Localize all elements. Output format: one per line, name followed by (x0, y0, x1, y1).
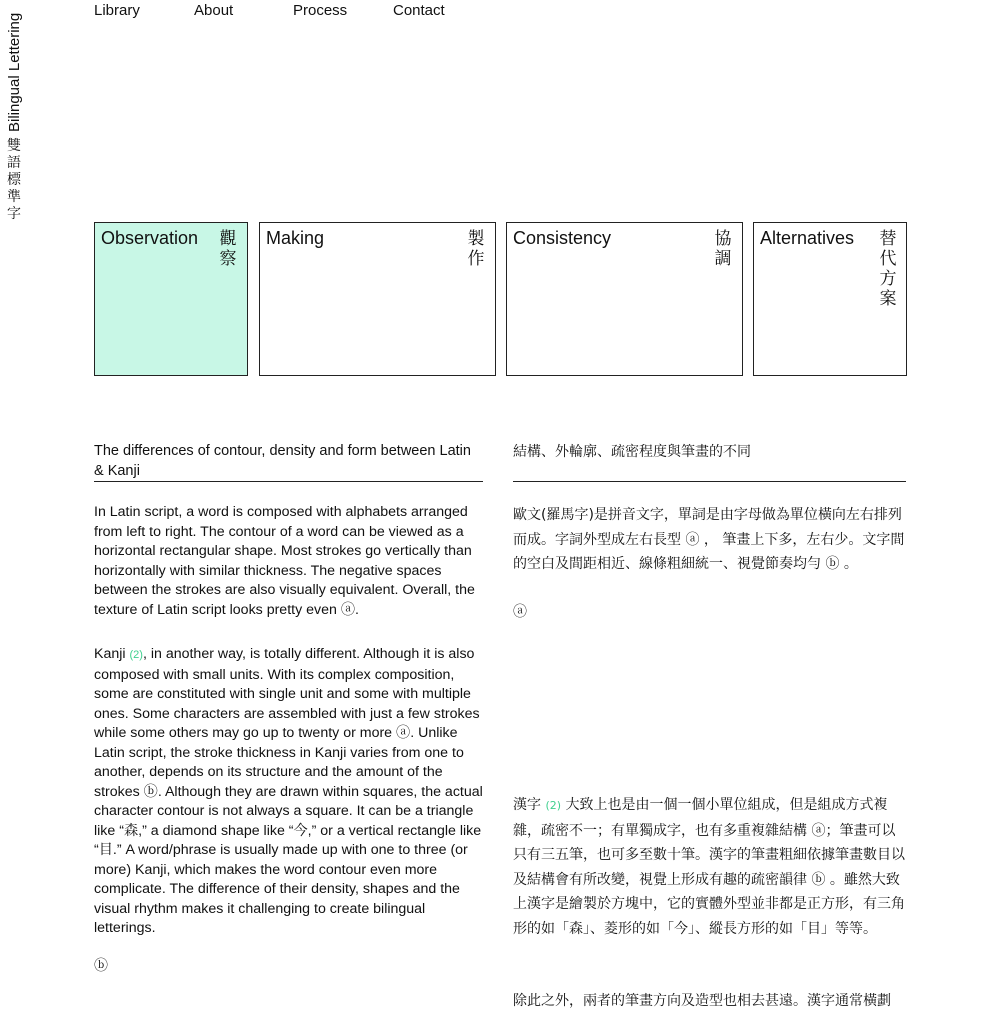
section-heading-zh: 結構、外輪廓、疏密程度與筆畫的不同 (513, 444, 751, 460)
nav-about[interactable]: About (194, 2, 234, 19)
paragraph-rest: , in another way, is totally different. Although it is also composed with small units. With its complex composition, some are constituted with single unit and some with multiple ones. Some characters are assembled with just a few strokes while some others may go up to twenty or more ⓐ. Unlike Latin script, the stroke thickness in Kanji varies from one to another, depends on its structure and the amount of the strokes ⓑ. Although they are drawn within squares, the actual character contour is not always a square. It can be a triangle like “森,” a diamond shape like “今,” or a vertical rectangle like “目.” A word/phrase is usually made up with one to three (or more) Kanji, which makes the word contour even more complicate. The difference of their density, shapes and the visual rhythm makes it challenging to create bilingual letterings. (94, 646, 483, 936)
card-consistency-zh: 協調 (714, 229, 732, 269)
card-alternatives-zh: 替代方案 (879, 229, 897, 309)
nav-library[interactable]: Library (94, 2, 140, 19)
divider (513, 481, 906, 482)
card-alternatives[interactable] (753, 222, 907, 376)
card-alternatives-label: Alternatives (760, 228, 855, 248)
site-title[interactable] (2, 6, 30, 226)
body-zh-paragraph-1 (513, 503, 906, 577)
paragraph-text: 除此之外，兩者的筆畫方向及造型也相去甚遠。漢字通常橫劃 (513, 993, 891, 1009)
card-consistency[interactable] (506, 222, 743, 376)
card-observation-zh: 觀察 (219, 229, 237, 269)
card-making-label: Making (266, 228, 325, 248)
card-observation[interactable] (94, 222, 248, 376)
paragraph-lead: 漢字 (513, 797, 546, 813)
nav-contact[interactable]: Contact (393, 2, 445, 19)
section-heading-en: The differences of contour, density and form between Latin & Kanji (94, 443, 471, 479)
paragraph-lead: Kanji (94, 646, 130, 662)
card-observation-label: Observation (101, 228, 199, 248)
paragraph-rest: 大致上也是由一個一個小單位組成，但是組成方式複雜，疏密不一；有單獨成字，也有多重複雜結構 ⓐ；筆畫可以只有三五筆，也可多至數十筆。漢字的筆畫粗細依據筆畫數目以及結構會有所改變，視覺上形成有趣的疏密韻律 ⓑ 。雖然大致上漢字是繪製於方塊中，它的實體外型並非都是正方形，有三角形的如「森」、菱形的如「今」、縱長方形的如「目」等等。 (513, 797, 905, 937)
paragraph-text (513, 793, 906, 941)
card-consistency-label: Consistency (513, 228, 612, 248)
site-title-cjk[interactable]: 雙語標準字 (7, 138, 21, 222)
body-en-paragraph-2 (94, 645, 486, 939)
body-zh-paragraph-2 (513, 793, 906, 941)
divider (94, 481, 483, 482)
figure-marker-b: ⓑ (94, 957, 108, 973)
card-making[interactable] (259, 222, 496, 376)
paragraph-text (94, 645, 486, 939)
body-zh-paragraph-3 (513, 989, 906, 1014)
site-title-latin[interactable]: Bilingual Lettering (6, 12, 23, 132)
figure-marker-a: ⓐ (513, 603, 527, 619)
footnote-link[interactable]: (2) (545, 799, 562, 812)
paragraph-text: 歐文(羅馬字)是拼音文字，單詞是由字母做為單位橫向左右排列而成。字詞外型成左右長型 ⓐ ， 筆畫上下多，左右少。文字間的空白及間距相近、線條粗細統一、視覺節奏均勻 ⓑ 。 (513, 507, 905, 572)
nav-process[interactable]: Process (293, 2, 348, 19)
body-en-paragraph-1 (94, 503, 486, 620)
paragraph-text: In Latin script, a word is composed with alphabets arranged from left to right. The contour of a word can be viewed as a horizontal rectangular shape. Most strokes go vertically than horizontally with similar thickness. The negative spaces between the strokes are also visually equivalent. Overall, the texture of Latin script looks pretty even ⓐ. (94, 504, 475, 618)
card-making-zh: 製作 (467, 229, 485, 269)
footnote-link[interactable]: (2) (129, 649, 143, 661)
